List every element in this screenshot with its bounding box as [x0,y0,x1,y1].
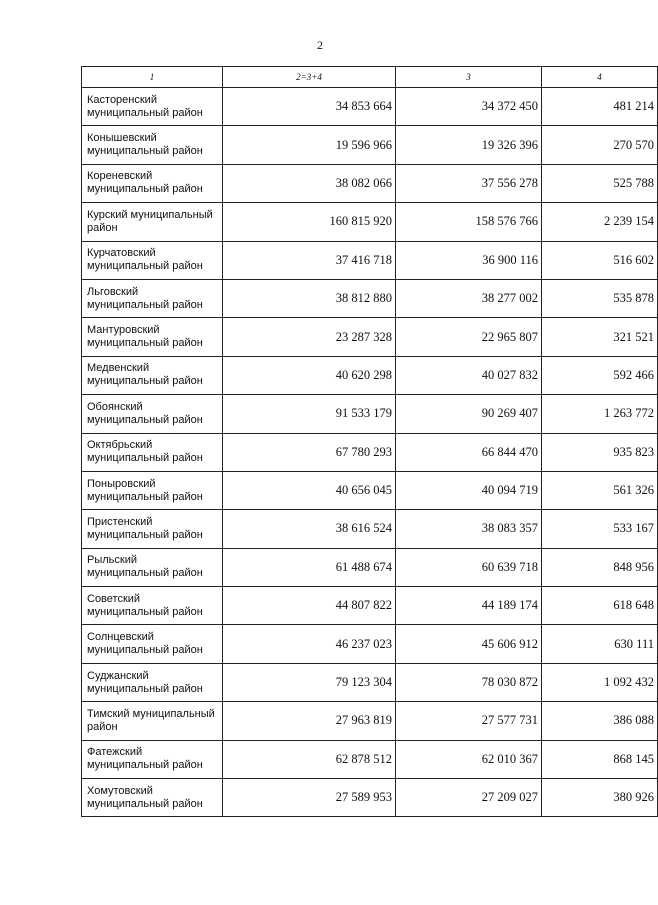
part-3-value: 44 189 174 [396,587,542,625]
part-4-value: 525 788 [542,164,658,202]
table-row [82,279,658,317]
district-name: Октябрьский муниципальный район [82,433,223,471]
total-value: 46 237 023 [223,625,396,663]
page-number: 2 [317,38,323,52]
part-3-value: 34 372 450 [396,88,542,126]
table-header [82,67,658,88]
table-row [82,548,658,586]
part-3-value: 158 576 766 [396,203,542,241]
total-value: 38 082 066 [223,164,396,202]
header-col-3: 3 [396,67,542,88]
part-4-value: 1 263 772 [542,395,658,433]
table-row [82,241,658,279]
part-3-value: 37 556 278 [396,164,542,202]
part-3-value: 38 277 002 [396,279,542,317]
part-4-value: 592 466 [542,356,658,394]
district-name: Хомутовский муниципальный район [82,779,223,817]
total-value: 23 287 328 [223,318,396,356]
district-name: Конышевский муниципальный район [82,126,223,164]
total-value: 160 815 920 [223,203,396,241]
total-value: 27 963 819 [223,702,396,740]
header-col-4: 4 [542,67,658,88]
header-col-1: 1 [82,67,223,88]
part-3-value: 90 269 407 [396,395,542,433]
part-4-value: 481 214 [542,88,658,126]
part-4-value: 618 648 [542,587,658,625]
part-3-value: 60 639 718 [396,548,542,586]
table-row [82,203,658,241]
part-3-value: 27 577 731 [396,702,542,740]
district-name: Курский муниципальный район [82,203,223,241]
total-value: 19 596 966 [223,126,396,164]
district-name: Пристенский муниципальный район [82,510,223,548]
district-name: Тимский муниципальный район [82,702,223,740]
part-4-value: 533 167 [542,510,658,548]
table-row [82,625,658,663]
part-4-value: 535 878 [542,279,658,317]
part-3-value: 62 010 367 [396,740,542,778]
part-3-value: 36 900 116 [396,241,542,279]
part-4-value: 321 521 [542,318,658,356]
table-row [82,663,658,701]
part-3-value: 66 844 470 [396,433,542,471]
total-value: 38 616 524 [223,510,396,548]
total-value: 34 853 664 [223,88,396,126]
part-4-value: 935 823 [542,433,658,471]
table-row [82,126,658,164]
part-3-value: 40 027 832 [396,356,542,394]
total-value: 40 620 298 [223,356,396,394]
table-row [82,88,658,126]
district-name: Рыльский муниципальный район [82,548,223,586]
total-value: 61 488 674 [223,548,396,586]
total-value: 37 416 718 [223,241,396,279]
table-row [82,318,658,356]
district-name: Советский муниципальный район [82,587,223,625]
part-3-value: 45 606 912 [396,625,542,663]
district-name: Касторенский муниципальный район [82,88,223,126]
total-value: 38 812 880 [223,279,396,317]
table-row [82,779,658,817]
district-name: Суджанский муниципальный район [82,663,223,701]
part-4-value: 516 602 [542,241,658,279]
part-4-value: 380 926 [542,779,658,817]
total-value: 67 780 293 [223,433,396,471]
table-row [82,702,658,740]
total-value: 44 807 822 [223,587,396,625]
district-name: Льговский муниципальный район [82,279,223,317]
district-name: Солнцевский муниципальный район [82,625,223,663]
table-row [82,471,658,509]
part-4-value: 561 326 [542,471,658,509]
table-row [82,395,658,433]
total-value: 40 656 045 [223,471,396,509]
part-4-value: 270 570 [542,126,658,164]
table-row [82,510,658,548]
table-row [82,740,658,778]
district-name: Мантуровский муниципальный район [82,318,223,356]
district-name: Поныровский муниципальный район [82,471,223,509]
part-3-value: 27 209 027 [396,779,542,817]
total-value: 79 123 304 [223,663,396,701]
part-4-value: 848 956 [542,548,658,586]
part-4-value: 1 092 432 [542,663,658,701]
table-body [82,88,658,817]
district-name: Курчатовский муниципальный район [82,241,223,279]
total-value: 91 533 179 [223,395,396,433]
part-3-value: 78 030 872 [396,663,542,701]
part-4-value: 386 088 [542,702,658,740]
table-row [82,164,658,202]
district-name: Медвенский муниципальный район [82,356,223,394]
budget-table [81,66,658,817]
district-name: Обоянский муниципальный район [82,395,223,433]
part-3-value: 40 094 719 [396,471,542,509]
header-col-2: 2=3+4 [223,67,396,88]
part-4-value: 2 239 154 [542,203,658,241]
part-3-value: 22 965 807 [396,318,542,356]
part-3-value: 19 326 396 [396,126,542,164]
part-3-value: 38 083 357 [396,510,542,548]
table-row [82,433,658,471]
district-name: Фатежский муниципальный район [82,740,223,778]
total-value: 62 878 512 [223,740,396,778]
total-value: 27 589 953 [223,779,396,817]
table-row [82,587,658,625]
table-row [82,356,658,394]
part-4-value: 630 111 [542,625,658,663]
part-4-value: 868 145 [542,740,658,778]
district-name: Кореневский муниципальный район [82,164,223,202]
